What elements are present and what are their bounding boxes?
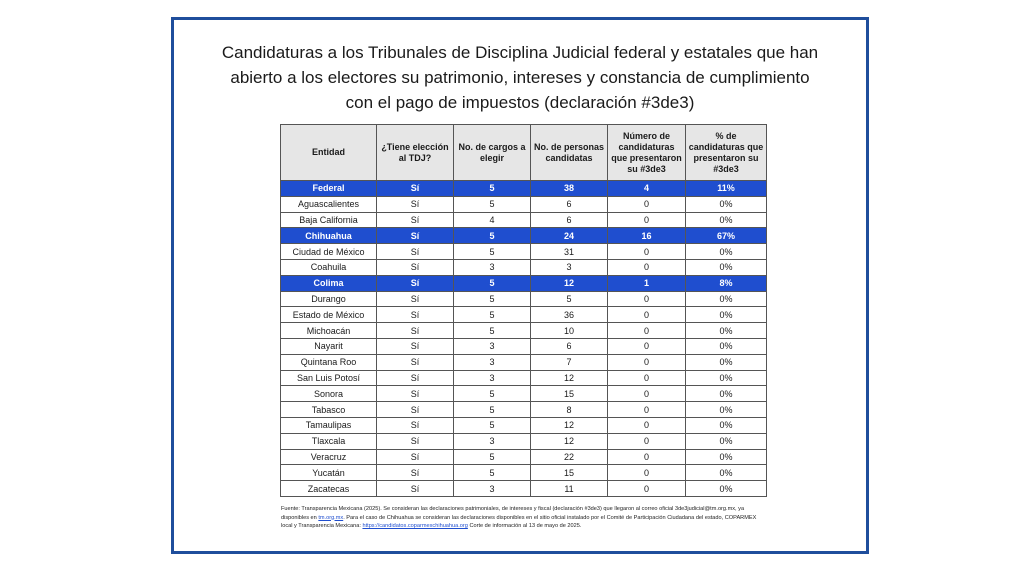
source-link-coparmex[interactable]: https://candidatos.coparmexchihuahua.org xyxy=(362,523,468,529)
cell-personas: 12 xyxy=(531,370,608,386)
cell-eleccion: Sí xyxy=(377,417,454,433)
cell-entidad: Tabasco xyxy=(281,402,377,418)
cell-cargos: 5 xyxy=(454,291,531,307)
cell-porcentaje: 0% xyxy=(686,244,767,260)
cell-entidad: Nayarit xyxy=(281,338,377,354)
cell-presentaron: 16 xyxy=(608,228,686,244)
cell-cargos: 5 xyxy=(454,465,531,481)
cell-entidad: San Luis Potosí xyxy=(281,370,377,386)
cell-presentaron: 0 xyxy=(608,259,686,275)
cell-presentaron: 0 xyxy=(608,291,686,307)
cell-presentaron: 4 xyxy=(608,181,686,197)
cell-eleccion: Sí xyxy=(377,259,454,275)
cell-cargos: 4 xyxy=(454,212,531,228)
cell-eleccion: Sí xyxy=(377,433,454,449)
header-eleccion: ¿Tiene elección al TDJ? xyxy=(377,125,454,181)
source-text-3: Corte de información al 13 de mayo de 2025. xyxy=(467,523,582,529)
cell-eleccion: Sí xyxy=(377,386,454,402)
cell-porcentaje: 0% xyxy=(686,402,767,418)
cell-presentaron: 0 xyxy=(608,481,686,497)
cell-eleccion: Sí xyxy=(377,275,454,291)
candidaturas-table xyxy=(280,124,767,497)
cell-cargos: 5 xyxy=(454,196,531,212)
cell-eleccion: Sí xyxy=(377,338,454,354)
header-entidad: Entidad xyxy=(281,125,377,181)
cell-porcentaje: 0% xyxy=(686,481,767,497)
cell-personas: 15 xyxy=(531,465,608,481)
cell-personas: 24 xyxy=(531,228,608,244)
header-personas: No. de personas candidatas xyxy=(531,125,608,181)
cell-porcentaje: 0% xyxy=(686,259,767,275)
table-row xyxy=(281,433,767,449)
cell-cargos: 3 xyxy=(454,354,531,370)
cell-eleccion: Sí xyxy=(377,354,454,370)
cell-porcentaje: 0% xyxy=(686,291,767,307)
cell-eleccion: Sí xyxy=(377,481,454,497)
cell-eleccion: Sí xyxy=(377,449,454,465)
cell-presentaron: 0 xyxy=(608,212,686,228)
cell-cargos: 5 xyxy=(454,402,531,418)
cell-presentaron: 0 xyxy=(608,196,686,212)
cell-eleccion: Sí xyxy=(377,228,454,244)
cell-cargos: 5 xyxy=(454,323,531,339)
header-porcentaje: % de candidaturas que presentaron su #3de3 xyxy=(686,125,767,181)
table-row xyxy=(281,259,767,275)
table-row xyxy=(281,402,767,418)
cell-presentaron: 0 xyxy=(608,449,686,465)
table-row xyxy=(281,181,767,197)
cell-cargos: 5 xyxy=(454,386,531,402)
cell-cargos: 5 xyxy=(454,181,531,197)
cell-personas: 12 xyxy=(531,433,608,449)
title-line-3: con el pago de impuestos (declaración #3de3) xyxy=(345,93,695,112)
cell-cargos: 3 xyxy=(454,338,531,354)
cell-porcentaje: 0% xyxy=(686,354,767,370)
cell-cargos: 5 xyxy=(454,417,531,433)
cell-entidad: Tamaulipas xyxy=(281,417,377,433)
cell-entidad: Coahuila xyxy=(281,259,377,275)
cell-porcentaje: 0% xyxy=(686,386,767,402)
cell-entidad: Durango xyxy=(281,291,377,307)
table-row xyxy=(281,481,767,497)
cell-personas: 12 xyxy=(531,417,608,433)
cell-personas: 31 xyxy=(531,244,608,260)
cell-presentaron: 0 xyxy=(608,244,686,260)
cell-eleccion: Sí xyxy=(377,370,454,386)
cell-eleccion: Sí xyxy=(377,196,454,212)
table-row xyxy=(281,307,767,323)
cell-presentaron: 0 xyxy=(608,417,686,433)
table-row xyxy=(281,291,767,307)
cell-porcentaje: 0% xyxy=(686,417,767,433)
cell-personas: 5 xyxy=(531,291,608,307)
table-row xyxy=(281,354,767,370)
cell-porcentaje: 0% xyxy=(686,338,767,354)
cell-presentaron: 0 xyxy=(608,402,686,418)
cell-porcentaje: 0% xyxy=(686,307,767,323)
cell-presentaron: 0 xyxy=(608,465,686,481)
cell-entidad: Estado de México xyxy=(281,307,377,323)
title-line-2: abierto a los electores su patrimonio, intereses y constancia de cumplimiento xyxy=(230,68,810,87)
table-row xyxy=(281,244,767,260)
cell-presentaron: 0 xyxy=(608,307,686,323)
header-presentaron: Número de candidaturas que presentaron su #3de3 xyxy=(608,125,686,181)
table-header-row xyxy=(281,125,767,181)
cell-porcentaje: 0% xyxy=(686,370,767,386)
table-row xyxy=(281,370,767,386)
table-row xyxy=(281,196,767,212)
cell-entidad: Yucatán xyxy=(281,465,377,481)
cell-personas: 11 xyxy=(531,481,608,497)
cell-personas: 6 xyxy=(531,338,608,354)
cell-personas: 36 xyxy=(531,307,608,323)
cell-entidad: Tlaxcala xyxy=(281,433,377,449)
cell-eleccion: Sí xyxy=(377,307,454,323)
cell-porcentaje: 11% xyxy=(686,181,767,197)
cell-eleccion: Sí xyxy=(377,244,454,260)
source-text-1: Fuente: Transparencia Mexicana (2025). Se consideran las declaraciones patrimoniales, de intereses y fiscal (declaración #3de3) que llegaron al correo oficial 3de3judicial@tm.org.mx, ya disponibles en xyxy=(281,506,745,521)
table-row xyxy=(281,386,767,402)
source-text-2: . Para el caso de Chihuahua se consideran las declaraciones disponibles en el sitio oficial instalado por el Comité de Participación Ciudadana del estado, COPARMEX local y Transparencia Mexicana: xyxy=(281,514,757,529)
cell-personas: 12 xyxy=(531,275,608,291)
table-row xyxy=(281,212,767,228)
cell-porcentaje: 0% xyxy=(686,465,767,481)
cell-presentaron: 0 xyxy=(608,354,686,370)
cell-cargos: 3 xyxy=(454,481,531,497)
cell-entidad: Federal xyxy=(281,181,377,197)
table-row xyxy=(281,228,767,244)
cell-entidad: Colima xyxy=(281,275,377,291)
table-row xyxy=(281,323,767,339)
table-body xyxy=(281,181,767,497)
header-cargos: No. de cargos a elegir xyxy=(454,125,531,181)
page-title xyxy=(200,40,840,115)
cell-porcentaje: 0% xyxy=(686,449,767,465)
cell-porcentaje: 8% xyxy=(686,275,767,291)
table-row xyxy=(281,417,767,433)
cell-cargos: 5 xyxy=(454,449,531,465)
cell-eleccion: Sí xyxy=(377,291,454,307)
cell-personas: 10 xyxy=(531,323,608,339)
cell-cargos: 3 xyxy=(454,433,531,449)
cell-eleccion: Sí xyxy=(377,181,454,197)
cell-presentaron: 0 xyxy=(608,433,686,449)
cell-eleccion: Sí xyxy=(377,323,454,339)
cell-entidad: Michoacán xyxy=(281,323,377,339)
cell-presentaron: 0 xyxy=(608,323,686,339)
source-note xyxy=(281,505,767,531)
cell-entidad: Sonora xyxy=(281,386,377,402)
cell-entidad: Quintana Roo xyxy=(281,354,377,370)
cell-entidad: Chihuahua xyxy=(281,228,377,244)
cell-cargos: 5 xyxy=(454,244,531,260)
cell-presentaron: 0 xyxy=(608,338,686,354)
cell-personas: 3 xyxy=(531,259,608,275)
cell-entidad: Veracruz xyxy=(281,449,377,465)
cell-eleccion: Sí xyxy=(377,465,454,481)
cell-presentaron: 1 xyxy=(608,275,686,291)
cell-presentaron: 0 xyxy=(608,370,686,386)
cell-personas: 15 xyxy=(531,386,608,402)
cell-cargos: 5 xyxy=(454,307,531,323)
cell-porcentaje: 67% xyxy=(686,228,767,244)
cell-porcentaje: 0% xyxy=(686,196,767,212)
cell-porcentaje: 0% xyxy=(686,433,767,449)
cell-cargos: 5 xyxy=(454,228,531,244)
table-row xyxy=(281,275,767,291)
cell-presentaron: 0 xyxy=(608,386,686,402)
cell-personas: 22 xyxy=(531,449,608,465)
cell-entidad: Ciudad de México xyxy=(281,244,377,260)
cell-personas: 6 xyxy=(531,196,608,212)
cell-eleccion: Sí xyxy=(377,402,454,418)
table-row xyxy=(281,465,767,481)
cell-eleccion: Sí xyxy=(377,212,454,228)
cell-personas: 38 xyxy=(531,181,608,197)
title-line-1: Candidaturas a los Tribunales de Disciplina Judicial federal y estatales que han xyxy=(221,43,819,62)
table-row xyxy=(281,338,767,354)
cell-personas: 6 xyxy=(531,212,608,228)
cell-cargos: 3 xyxy=(454,370,531,386)
cell-entidad: Aguascalientes xyxy=(281,196,377,212)
cell-porcentaje: 0% xyxy=(686,323,767,339)
cell-porcentaje: 0% xyxy=(686,212,767,228)
table-row xyxy=(281,449,767,465)
source-link-tm[interactable]: tm.org.mx xyxy=(318,514,344,521)
cell-cargos: 3 xyxy=(454,259,531,275)
cell-entidad: Baja California xyxy=(281,212,377,228)
cell-cargos: 5 xyxy=(454,275,531,291)
cell-entidad: Zacatecas xyxy=(281,481,377,497)
cell-personas: 8 xyxy=(531,402,608,418)
cell-personas: 7 xyxy=(531,354,608,370)
